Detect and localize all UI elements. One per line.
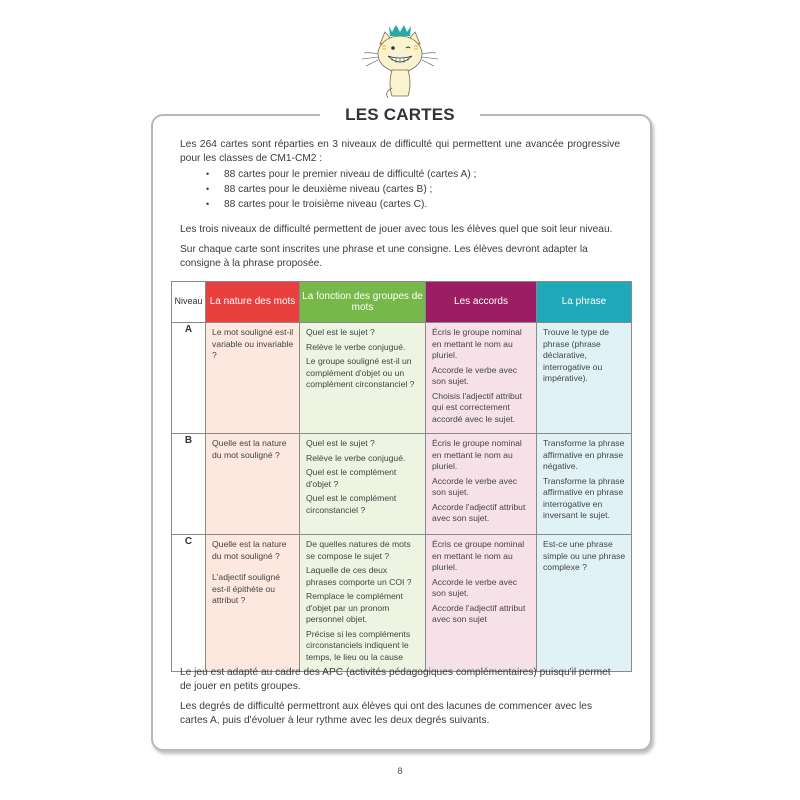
table-cell: L'adjectif souligné est-il épithète ou attribut ? bbox=[212, 572, 281, 605]
table-cell: Accorde l'adjectif attribut avec son sujet. bbox=[432, 501, 526, 523]
levels-table bbox=[171, 281, 632, 672]
list-item: • 88 cartes pour le troisième niveau (cartes C). bbox=[206, 197, 620, 212]
table-cell: Précise si les compléments circonstanciels indiquent le temps, le lieu ou la cause bbox=[306, 628, 411, 662]
intro-paragraph bbox=[180, 138, 620, 212]
header-nature: La nature des mots bbox=[206, 282, 300, 323]
level-label: C bbox=[172, 535, 206, 672]
table-cell: Le groupe souligné est-il un complément d'objet ou un complément circonstanciel ? bbox=[306, 356, 415, 389]
table-row bbox=[172, 535, 632, 672]
list-item: • 88 cartes pour le deuxième niveau (cartes B) ; bbox=[206, 182, 620, 197]
table-cell: Accorde le verbe avec son sujet. bbox=[432, 576, 518, 598]
levels-paragraph: Les trois niveaux de difficulté permettent de jouer avec tous les élèves quel que soit leur niveau. bbox=[180, 224, 613, 235]
crowned-cat-mascot-icon bbox=[350, 22, 450, 100]
header-level: Niveau bbox=[172, 282, 206, 323]
table-cell: Écris le groupe nominal en mettant le nom au pluriel. bbox=[432, 438, 522, 471]
section-title: LES CARTES bbox=[320, 104, 480, 126]
table-cell: Est-ce une phrase simple ou une phrase complexe ? bbox=[543, 539, 626, 572]
outro-section bbox=[180, 666, 620, 734]
table-cell: Le mot souligné est-il variable ou invariable ? bbox=[212, 327, 294, 360]
table-cell: Transforme la phrase affirmative en phrase négative. bbox=[543, 438, 625, 471]
intro-line-1: Les 264 cartes sont réparties en 3 niveaux de difficulté qui permettent une avancée progressive bbox=[180, 139, 620, 150]
table-cell: Écris le groupe nominal en mettant le nom au pluriel. bbox=[432, 327, 522, 360]
levels-list bbox=[180, 167, 620, 212]
table-cell: Trouve le type de phrase (phrase déclarative, interrogative ou impérative). bbox=[543, 327, 610, 383]
table-cell: Quel est le complément circonstanciel ? bbox=[306, 493, 397, 515]
header-agreements: Les accords bbox=[426, 282, 537, 323]
table-row bbox=[172, 323, 632, 434]
list-item: • 88 cartes pour le premier niveau de difficulté (cartes A) ; bbox=[206, 167, 620, 182]
page-number: 8 bbox=[397, 766, 403, 776]
table-cell: Quel est le complément d'objet ? bbox=[306, 467, 397, 489]
table-cell: Quelle est la nature du mot souligné ? bbox=[212, 438, 287, 460]
level-label: B bbox=[172, 434, 206, 535]
intro-line-2: pour les classes de CM1-CM2 : bbox=[180, 152, 323, 164]
table-header-row bbox=[172, 282, 632, 323]
table-cell: Relève le verbe conjugué. bbox=[306, 452, 406, 463]
table-cell: Accorde le verbe avec son sujet. bbox=[432, 364, 518, 386]
header-function: La fonction des groupes de mots bbox=[300, 282, 426, 323]
table-cell: Laquelle de ces deux phrases comporte un COI ? bbox=[306, 565, 412, 587]
table-cell: Écris ce groupe nominal en mettant le nom au pluriel. bbox=[432, 539, 525, 572]
table-cell: De quelles natures de mots se compose le sujet ? bbox=[306, 539, 411, 561]
table-cell: Quel est le sujet ? bbox=[306, 438, 375, 448]
table-cell: Choisis l'adjectif attribut qui est correctement accordé avec le sujet. bbox=[432, 390, 523, 424]
table-cell: Accorde l'adjectif attribut avec son sujet bbox=[432, 602, 526, 624]
level-label: A bbox=[172, 323, 206, 434]
table-cell: Transforme la phrase affirmative en phrase interrogative en inversant le sujet. bbox=[543, 475, 625, 520]
apc-paragraph: Le jeu est adapté au cadre des APC (activités pédagogiques complémentaires) puisqu'il permet de jouer en petits groupes. bbox=[180, 667, 611, 692]
table-cell: Quel est le sujet ? bbox=[306, 327, 375, 337]
table-cell: Quelle est la nature du mot souligné ? bbox=[212, 539, 287, 561]
header-sentence: La phrase bbox=[537, 282, 632, 323]
table-cell: Remplace le complément d'objet par un pronom personnel objet. bbox=[306, 591, 403, 624]
difficulty-paragraph: Les degrés de difficulté permettront aux élèves qui ont des lacunes de commencer avec les cartes A, puis d'évoluer à leur rythme avec les deux degrés suivants. bbox=[180, 701, 593, 726]
table-cell: Accorde le verbe avec son sujet. bbox=[432, 475, 518, 497]
table-cell: Relève le verbe conjugué. bbox=[306, 341, 406, 352]
instructions-paragraph: Sur chaque carte sont inscrites une phrase et une consigne. Les élèves devront adapter la consigne à la phrase proposée. bbox=[180, 244, 588, 269]
table-row bbox=[172, 434, 632, 535]
